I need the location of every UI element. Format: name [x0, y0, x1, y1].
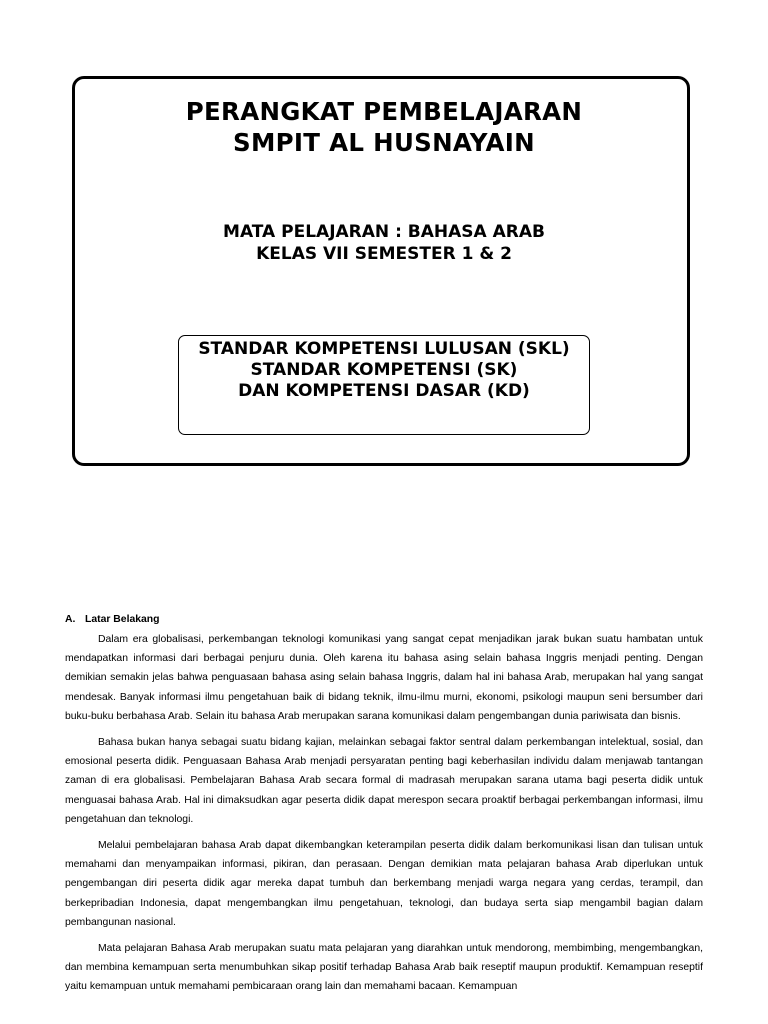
- class-line: KELAS VII SEMESTER 1 & 2: [256, 244, 512, 264]
- section-number: A.: [65, 614, 76, 625]
- cover-title-line-2: SMPIT AL HUSNAYAIN: [233, 128, 535, 157]
- competency-line-kd: DAN KOMPETENSI DASAR (KD): [238, 381, 530, 401]
- paragraph: Dalam era globalisasi, perkembangan teknologi komunikasi yang sangat cepat menjadikan jarak bukan suatu hambatan untuk mendapatkan informasi dari berbagai penjuru dunia. Oleh karena itu bahasa asing selain bahasa Inggris menjadi penting. Dengan demikian semakin jelas bahwa penguasaan bahasa asing selain bahasa Inggris, dalam hal ini bahasa Arab, merupakan hal yang sangat mendesak. Banyak informasi ilmu pengetahuan baik di bidang teknik, ilmu-ilmu murni, ekonomi, psikologi maupun seni bersumber dari buku-buku berbahasa Arab. Selain itu bahasa Arab merupakan sarana komunikasi dalam pengembangan dunia pariwisata dan bisnis.: [65, 634, 703, 722]
- section-heading: [65, 612, 703, 627]
- document-body: [65, 612, 703, 1004]
- competency-line-skl: STANDAR KOMPETENSI LULUSAN (SKL): [198, 339, 570, 359]
- section-title: Latar Belakang: [85, 614, 160, 625]
- paragraph: Bahasa bukan hanya sebagai suatu bidang kajian, melainkan sebagai faktor sentral dalam perkembangan intelektual, sosial, dan emosional peserta didik. Penguasaan Bahasa Arab menjadi persyaratan penting bagi keberhasilan individu dalam menjawab tantangan zaman di era globalisasi. Pembelajaran Bahasa Arab secara formal di madrasah merupakan sarana utama bagi peserta didik untuk menguasai bahasa Arab. Hal ini dimaksudkan agar peserta didik dapat merespon secara proaktif berbagai perkembangan informasi, ilmu pengetahuan dan teknologi.: [65, 737, 703, 825]
- subject-line: MATA PELAJARAN : BAHASA ARAB: [223, 222, 545, 242]
- competency-line-sk: STANDAR KOMPETENSI (SK): [250, 360, 518, 380]
- paragraph: Melalui pembelajaran bahasa Arab dapat dikembangkan keterampilan peserta didik dalam berkomunikasi lisan dan tulisan untuk memahami dan menyampaikan informasi, pikiran, dan perasaan. Dengan demikian mata pelajaran bahasa Arab diperlukan untuk pengembangan diri peserta didik agar mereka dapat tumbuh dan berkembang menjadi warga negara yang cerdas, terampil, dan berkepribadian Indonesia, dapat mengembangkan ilmu pengetahuan, teknologi, dan budaya serta siap mengambil bagian dalam pembangunan nasional.: [65, 840, 703, 928]
- cover-title-line-1: PERANGKAT PEMBELAJARAN: [185, 97, 583, 126]
- paragraph: Mata pelajaran Bahasa Arab merupakan suatu mata pelajaran yang diarahkan untuk mendorong, membimbing, mengembangkan, dan membina kemampuan serta menumbuhkan sikap positif terhadap Bahasa Arab baik reseptif maupun produktif. Kemampuan reseptif yaitu kemampuan untuk memahami pembicaraan orang lain dan memahami bacaan. Kemampuan: [65, 943, 703, 993]
